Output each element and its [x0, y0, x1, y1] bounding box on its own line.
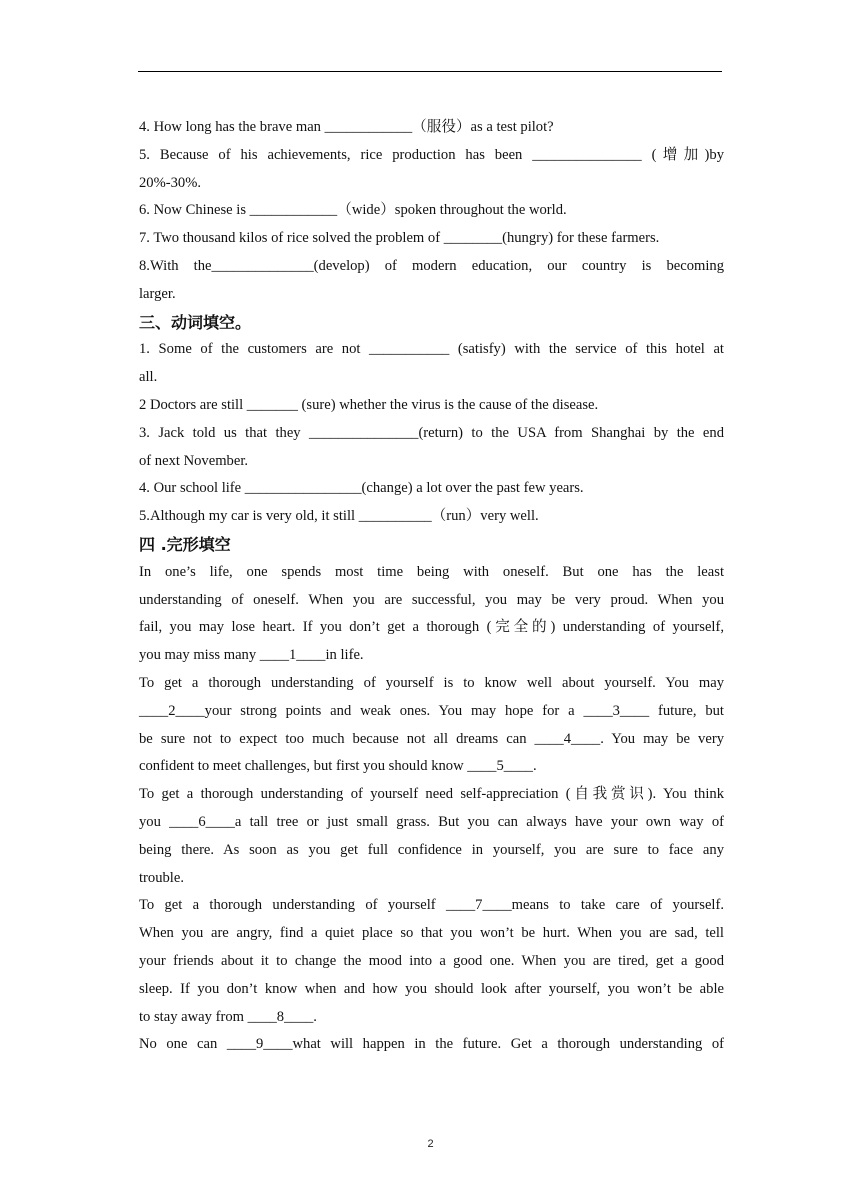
- text-line: sleep. If you don’t know when and how you should look after yourself, you won’t be able: [139, 980, 724, 997]
- text-line: all.: [139, 369, 158, 386]
- text-line: 4. How long has the brave man ____________（服役）as a test pilot?: [139, 119, 554, 135]
- section-heading: 三、动词填空。: [139, 312, 252, 332]
- text-line: fail, you may lose heart. If you don’t get a thorough (完全的) understanding of yourself,: [139, 619, 724, 636]
- text-line: understanding of oneself. When you are successful, you may be very proud. When you: [139, 591, 724, 608]
- text-line: you ____6____a tall tree or just small grass. But you can always have your own way of: [139, 813, 724, 830]
- text-line: To get a thorough understanding of yourself is to know well about yourself. You may: [139, 674, 724, 691]
- text-line: your friends about it to change the mood into a good one. When you are tired, get a good: [139, 952, 724, 969]
- text-line: 1. Some of the customers are not ___________ (satisfy) with the service of this hotel at: [139, 341, 724, 358]
- text-line: larger.: [139, 285, 176, 302]
- text-line: ____2____your strong points and weak ones. You may hope for a ____3____ future, but: [139, 702, 724, 719]
- text-line: to stay away from ____8____.: [139, 1008, 317, 1025]
- text-line: confident to meet challenges, but first you should know ____5____.: [139, 758, 537, 775]
- text-line: 5. Because of his achievements, rice production has been _______________ (增加)by: [139, 146, 724, 163]
- text-line: 8.With the______________(develop) of modern education, our country is becoming: [139, 257, 724, 274]
- text-line: In one’s life, one spends most time being with oneself. But one has the least: [139, 563, 724, 580]
- text-line: To get a thorough understanding of yourself need self-appreciation (自我赏识). You think: [139, 786, 724, 803]
- text-line: being there. As soon as you get full confidence in yourself, you are sure to face any: [139, 841, 724, 858]
- text-line: you may miss many ____1____in life.: [139, 647, 364, 664]
- section-heading: 四 .完形填空: [139, 534, 231, 554]
- text-line: 20%-30%.: [139, 174, 202, 191]
- text-line: 3. Jack told us that they _______________(return) to the USA from Shanghai by the end: [139, 424, 724, 441]
- text-line: 4. Our school life ________________(change) a lot over the past few years.: [139, 480, 584, 497]
- text-line: trouble.: [139, 869, 184, 886]
- text-line: 6. Now Chinese is ____________（wide）spoken throughout the world.: [139, 202, 567, 219]
- text-line: 7. Two thousand kilos of rice solved the problem of ________(hungry) for these farmers.: [139, 230, 660, 247]
- text-line: 2 Doctors are still _______ (sure) whether the virus is the cause of the disease.: [139, 396, 599, 413]
- header-rule: [138, 71, 722, 72]
- text-line: of next November.: [139, 452, 249, 469]
- text-line: To get a thorough understanding of yourself ____7____means to take care of yourself.: [139, 897, 724, 914]
- text-line: be sure not to expect too much because not all dreams can ____4____. You may be very: [139, 730, 724, 747]
- document-body: [139, 114, 724, 1059]
- page-number: 2: [427, 1138, 434, 1150]
- text-line: No one can ____9____what will happen in the future. Get a thorough understanding of: [139, 1036, 724, 1053]
- text-line: When you are angry, find a quiet place so that you won’t be hurt. When you are sad, tell: [139, 925, 724, 942]
- text-line: 5.Although my car is very old, it still __________（run）very well.: [139, 508, 539, 525]
